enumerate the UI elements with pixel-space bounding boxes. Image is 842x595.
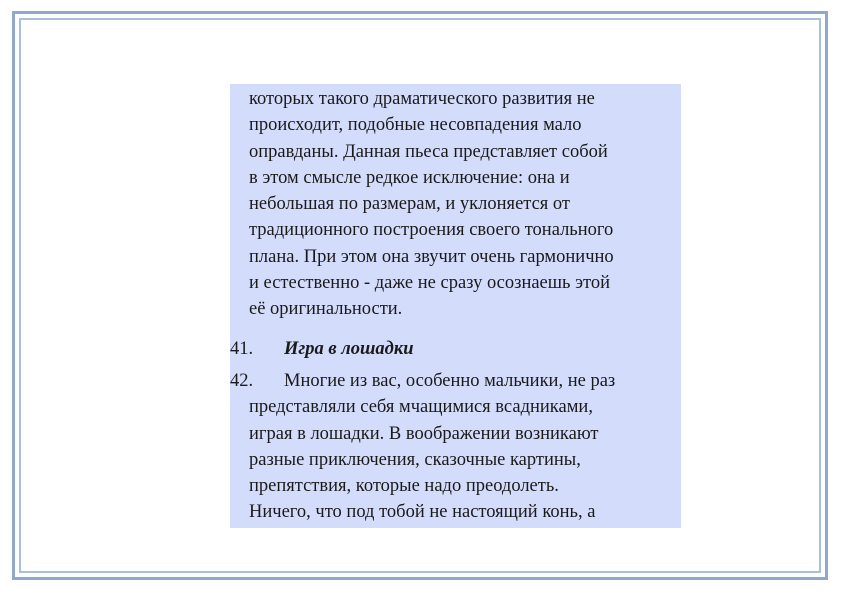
text-line: в этом смысле редкое исключение: она и	[249, 167, 570, 188]
continuation-paragraph	[230, 84, 681, 323]
item-number: 42.	[230, 370, 254, 391]
numbered-item-41	[230, 336, 681, 362]
text-line: происходит, подобные несовпадения мало	[249, 115, 582, 136]
text-line: представляли себя мчащимися всадниками,	[249, 397, 593, 418]
numbered-item-42	[230, 368, 681, 526]
text-line: которых такого драматического развития не	[249, 89, 595, 109]
text-line: препятствия, которые надо преодолеть.	[249, 476, 559, 497]
item-number: 41.	[230, 338, 254, 359]
text-line: оправданы. Данная пьеса представляет собой	[249, 141, 608, 162]
text-line: традиционного построения своего тонального	[249, 220, 614, 241]
text-line: Ничего, что под тобой не настоящий конь, а	[249, 502, 596, 523]
text-line: плана. При этом она звучит очень гармонично	[249, 246, 614, 267]
text-line: и естественно - даже не сразу осознаешь этой	[249, 273, 611, 294]
text-line: разные приключения, сказочные картины,	[249, 449, 581, 470]
text-line: играя в лошадки. В воображении возникают	[249, 423, 599, 444]
text-line: небольшая по размерам, и уклоняется от	[249, 194, 571, 215]
text-line: её оригинальности.	[249, 299, 403, 320]
text-box	[230, 84, 681, 528]
text-line: Многие из вас, особенно мальчики, не раз	[284, 370, 616, 391]
item-title: Игра в лошадки	[284, 338, 414, 359]
